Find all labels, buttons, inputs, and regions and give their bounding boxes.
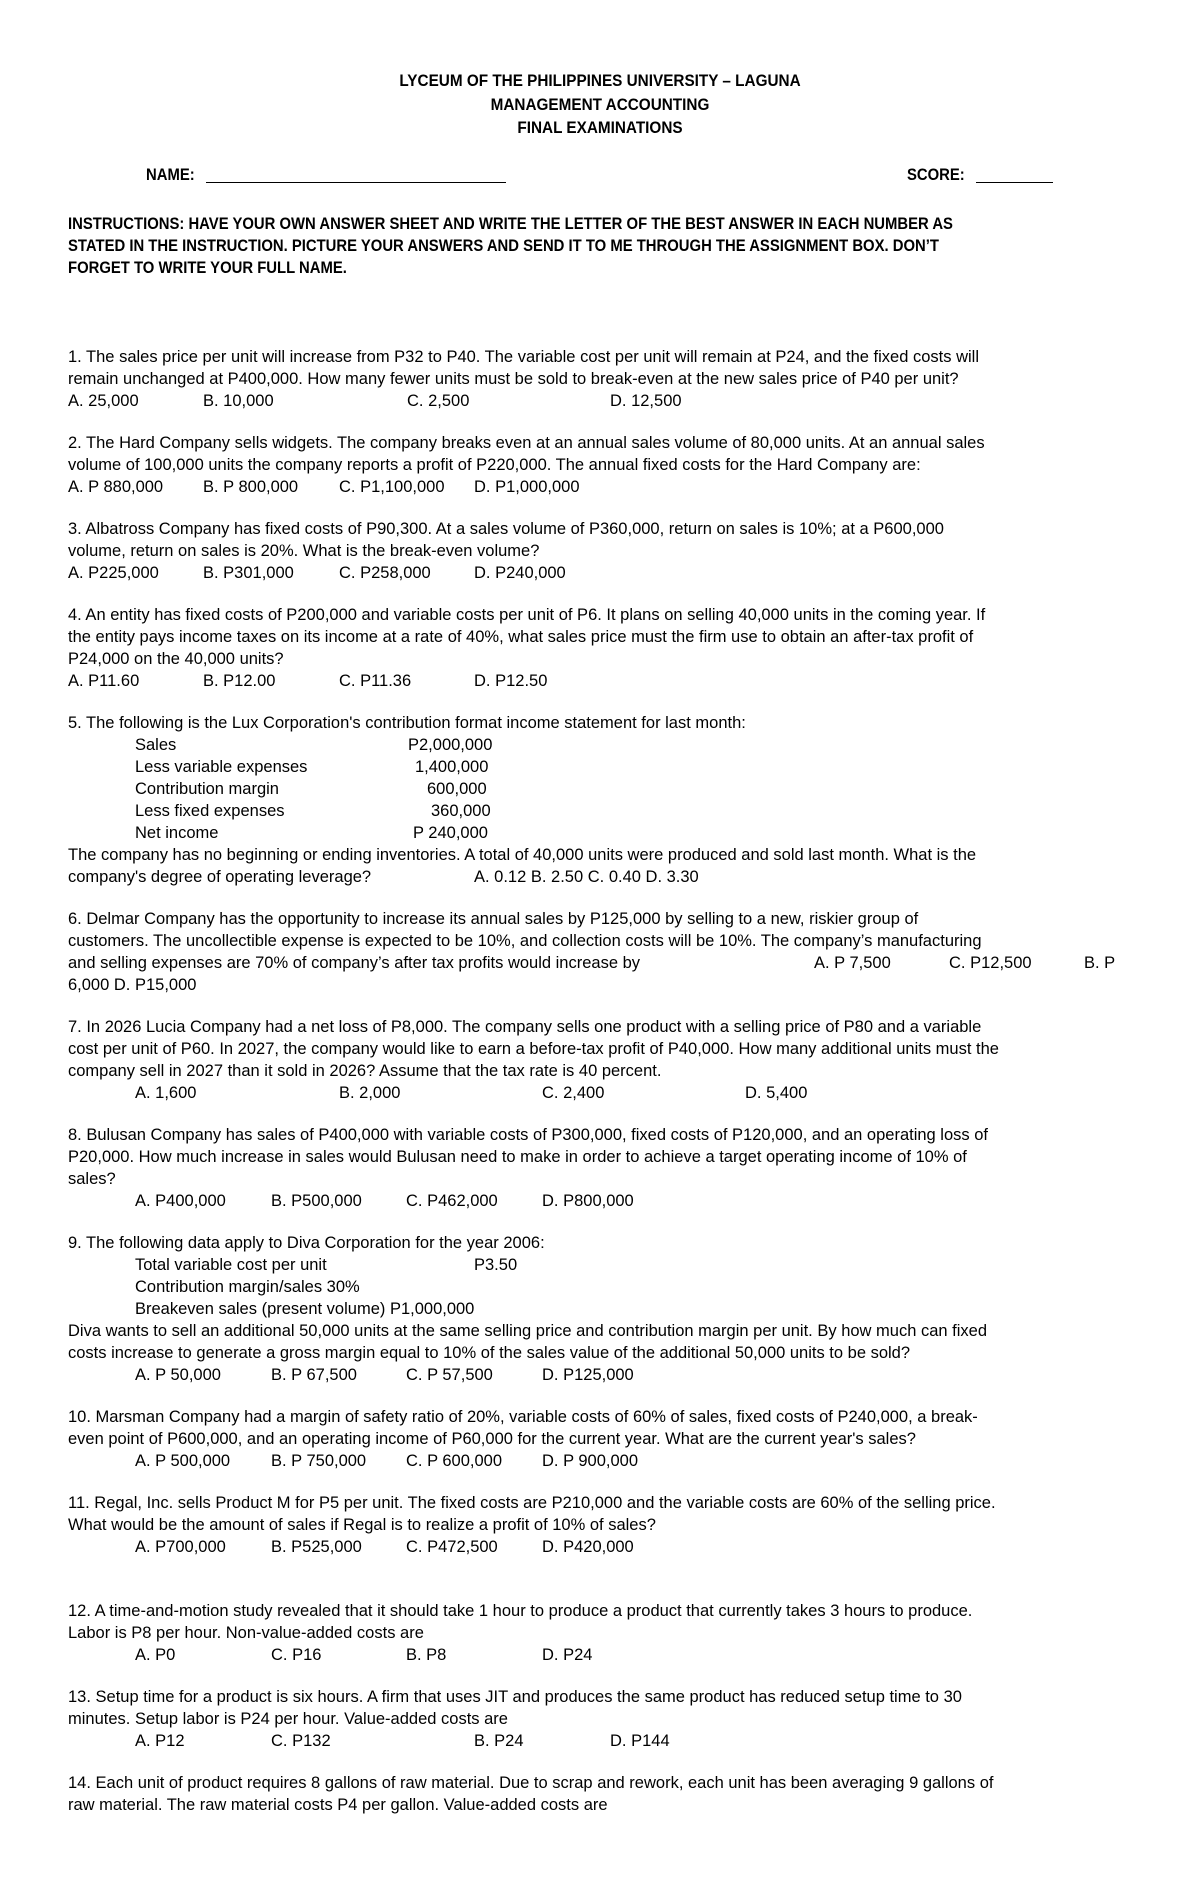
question-text: What would be the amount of sales if Regal is to realize a profit of 10% of sales? — [68, 1516, 656, 1534]
question-text: volume of 100,000 units the company reports a profit of P220,000. The annual fixed costs for the Hard Company are: — [68, 456, 921, 474]
question-text: customers. The uncollectible expense is expected to be 10%, and collection costs will be 10%. The company’s manufacturing — [68, 932, 982, 950]
question-text: The company has no beginning or ending inventories. A total of 40,000 units were produced and sold last month. What is the — [68, 846, 977, 864]
choice-a: A. 25,000 — [68, 392, 139, 410]
question-text: 10. Marsman Company had a margin of safety ratio of 20%, variable costs of 60% of sales, fixed costs of P240,000, a break- — [68, 1408, 978, 1426]
choice-a: A. P 500,000 — [135, 1452, 231, 1470]
statement-value: P 240,000 — [413, 824, 488, 842]
choice-b: B. P 800,000 — [203, 478, 299, 496]
choice-c: C. 2,400 — [542, 1084, 605, 1102]
question-text: 9. The following data apply to Diva Corporation for the year 2006: — [68, 1234, 545, 1252]
question-text: company sell in 2027 than it sold in 2026? Assume that the tax rate is 40 percent. — [68, 1062, 662, 1080]
question-text: 6. Delmar Company has the opportunity to increase its annual sales by P125,000 by selling to a new, riskier group of — [68, 910, 919, 928]
question-text: 14. Each unit of product requires 8 gallons of raw material. Due to scrap and rework, each unit has been averaging 9 gallons of — [68, 1774, 994, 1792]
name-label: NAME: — [146, 166, 195, 184]
choice-b: B. P24 — [474, 1732, 524, 1750]
question-text: even point of P600,000, and an operating income of P60,000 for the current year. What are the current year's sales? — [68, 1430, 916, 1448]
choice-c: C. P258,000 — [339, 564, 431, 582]
choice-d: D. P12.50 — [474, 672, 548, 690]
choice-a: A. P700,000 — [135, 1538, 226, 1556]
statement-value: 360,000 — [431, 802, 491, 820]
choice-c: C. P16 — [271, 1646, 322, 1664]
choice-b: B. P500,000 — [271, 1192, 362, 1210]
choice-d: D. P24 — [542, 1646, 593, 1664]
question-text: 12. A time-and-motion study revealed that it should take 1 hour to produce a product that currently takes 3 hours to produce. — [68, 1602, 973, 1620]
choice-a: A. P12 — [135, 1732, 185, 1750]
choice-a: A. P 880,000 — [68, 478, 164, 496]
question-text: Labor is P8 per hour. Non-value-added costs are — [68, 1624, 424, 1642]
statement-label: Sales — [135, 736, 177, 754]
choice-a: A. P 7,500 — [814, 954, 891, 972]
choice-c: C. P 57,500 — [406, 1366, 493, 1384]
choices: A. 0.12 B. 2.50 C. 0.40 D. 3.30 — [474, 868, 699, 886]
choice-b: B. P 67,500 — [271, 1366, 357, 1384]
choice-c: C. P11.36 — [339, 672, 412, 690]
question-text: 11. Regal, Inc. sells Product M for P5 per unit. The fixed costs are P210,000 and the variable costs are 60% of the selling price. — [68, 1494, 996, 1512]
question-text: the entity pays income taxes on its income at a rate of 40%, what sales price must the firm use to obtain an after-tax profit of — [68, 628, 974, 646]
choice-a: A. P 50,000 — [135, 1366, 221, 1384]
instructions-line: FORGET TO WRITE YOUR FULL NAME. — [68, 259, 347, 277]
name-blank — [206, 166, 506, 183]
statement-label: Contribution margin — [135, 780, 279, 798]
choice-b: B. P12.00 — [203, 672, 276, 690]
choice-c: C. P1,100,000 — [339, 478, 445, 496]
choice-c: C. P472,500 — [406, 1538, 498, 1556]
question-text: remain unchanged at P400,000. How many fewer units must be sold to break-even at the new sales price of P40 per unit? — [68, 370, 959, 388]
choice-c: C. P462,000 — [406, 1192, 498, 1210]
choice-continued: 6,000 D. P15,000 — [68, 976, 197, 994]
statement-label: Less variable expenses — [135, 758, 308, 776]
statement-value: P2,000,000 — [408, 736, 493, 754]
data-row: Contribution margin/sales 30% — [135, 1278, 360, 1296]
choice-b: B. 2,000 — [339, 1084, 401, 1102]
question-text: 3. Albatross Company has fixed costs of P90,300. At a sales volume of P360,000, return on sales is 10%; at a P600,000 — [68, 520, 944, 538]
question-text: 1. The sales price per unit will increase from P32 to P40. The variable cost per unit will remain at P24, and the fixed costs will — [68, 348, 979, 366]
choice-c: C. P 600,000 — [406, 1452, 503, 1470]
choice-b: B. P 750,000 — [271, 1452, 367, 1470]
question-text: costs increase to generate a gross margin equal to 10% of the sales value of the additional 50,000 units to be sold? — [68, 1344, 911, 1362]
question-text: sales? — [68, 1170, 116, 1188]
choice-a: A. P11.60 — [68, 672, 140, 690]
statement-value: 600,000 — [427, 780, 487, 798]
choice-b: B. 10,000 — [203, 392, 274, 410]
question-text: 7. In 2026 Lucia Company had a net loss of P8,000. The company sells one product with a selling price of P80 and a variable — [68, 1018, 982, 1036]
data-row: Breakeven sales (present volume) P1,000,000 — [135, 1300, 475, 1318]
choice-c: C. P132 — [271, 1732, 331, 1750]
question-text: 8. Bulusan Company has sales of P400,000 with variable costs of P300,000, fixed costs of P120,000, and an operating loss of — [68, 1126, 988, 1144]
score-label: SCORE: — [907, 166, 965, 184]
data-label: Total variable cost per unit — [135, 1256, 327, 1274]
choice-b: B. P — [1084, 954, 1116, 972]
choice-c: C. 2,500 — [407, 392, 470, 410]
choice-d: D. 5,400 — [745, 1084, 808, 1102]
choice-d: D. P 900,000 — [542, 1452, 639, 1470]
data-value: P3.50 — [474, 1256, 518, 1274]
statement-value: 1,400,000 — [415, 758, 489, 776]
choice-d: D. P144 — [610, 1732, 670, 1750]
choice-a: A. 1,600 — [135, 1084, 197, 1102]
question-text: cost per unit of P60. In 2027, the company would like to earn a before-tax profit of P40,000. How many additional units must the — [68, 1040, 999, 1058]
question-text: P20,000. How much increase in sales would Bulusan need to make in order to achieve a target operating income of 10% of — [68, 1148, 967, 1166]
question-text: 4. An entity has fixed costs of P200,000 and variable costs per unit of P6. It plans on selling 40,000 units in the coming year. If — [68, 606, 986, 624]
choice-b: B. P301,000 — [203, 564, 294, 582]
choice-a: A. P225,000 — [68, 564, 159, 582]
statement-label: Net income — [135, 824, 219, 842]
choice-d: D. 12,500 — [610, 392, 682, 410]
instructions-line: INSTRUCTIONS: HAVE YOUR OWN ANSWER SHEET AND WRITE THE LETTER OF THE BEST ANSWER IN EACH NUMBER AS — [68, 215, 953, 233]
choice-c: C. P12,500 — [949, 954, 1032, 972]
choice-d: D. P125,000 — [542, 1366, 634, 1384]
choice-b: B. P525,000 — [271, 1538, 362, 1556]
question-text: 13. Setup time for a product is six hours. A firm that uses JIT and produces the same product has reduced setup time to 30 — [68, 1688, 962, 1706]
instructions — [68, 213, 1085, 279]
choice-b: B. P8 — [406, 1646, 447, 1664]
score-blank — [976, 166, 1053, 183]
question-text: raw material. The raw material costs P4 per gallon. Value-added costs are — [68, 1796, 608, 1814]
question-text: minutes. Setup labor is P24 per hour. Value-added costs are — [68, 1710, 508, 1728]
choice-a: A. P0 — [135, 1646, 176, 1664]
question-text: Diva wants to sell an additional 50,000 units at the same selling price and contribution margin per unit. By how much can fixed — [68, 1322, 988, 1340]
choice-d: D. P420,000 — [542, 1538, 634, 1556]
question-text: company's degree of operating leverage? — [68, 868, 372, 886]
choice-a: A. P400,000 — [135, 1192, 226, 1210]
school-title: LYCEUM OF THE PHILIPPINES UNIVERSITY – LAGUNA — [399, 71, 801, 90]
question-text: P24,000 on the 40,000 units? — [68, 650, 284, 668]
choice-d: D. P240,000 — [474, 564, 566, 582]
choice-d: D. P800,000 — [542, 1192, 634, 1210]
statement-label: Less fixed expenses — [135, 802, 285, 820]
choice-d: D. P1,000,000 — [474, 478, 580, 496]
question-text: 5. The following is the Lux Corporation's contribution format income statement for last month: — [68, 714, 746, 732]
question-text: volume, return on sales is 20%. What is the break-even volume? — [68, 542, 540, 560]
instructions-line: STATED IN THE INSTRUCTION. PICTURE YOUR ANSWERS AND SEND IT TO ME THROUGH THE ASSIGNMENT BOX. DON’T — [68, 237, 939, 255]
course-title: MANAGEMENT ACCOUNTING — [490, 95, 710, 114]
exam-title: FINAL EXAMINATIONS — [517, 118, 683, 137]
question-text: 2. The Hard Company sells widgets. The company breaks even at an annual sales volume of 80,000 units. At an annual sales — [68, 434, 985, 452]
question-text: and selling expenses are 70% of company’s after tax profits would increase by — [68, 954, 641, 972]
